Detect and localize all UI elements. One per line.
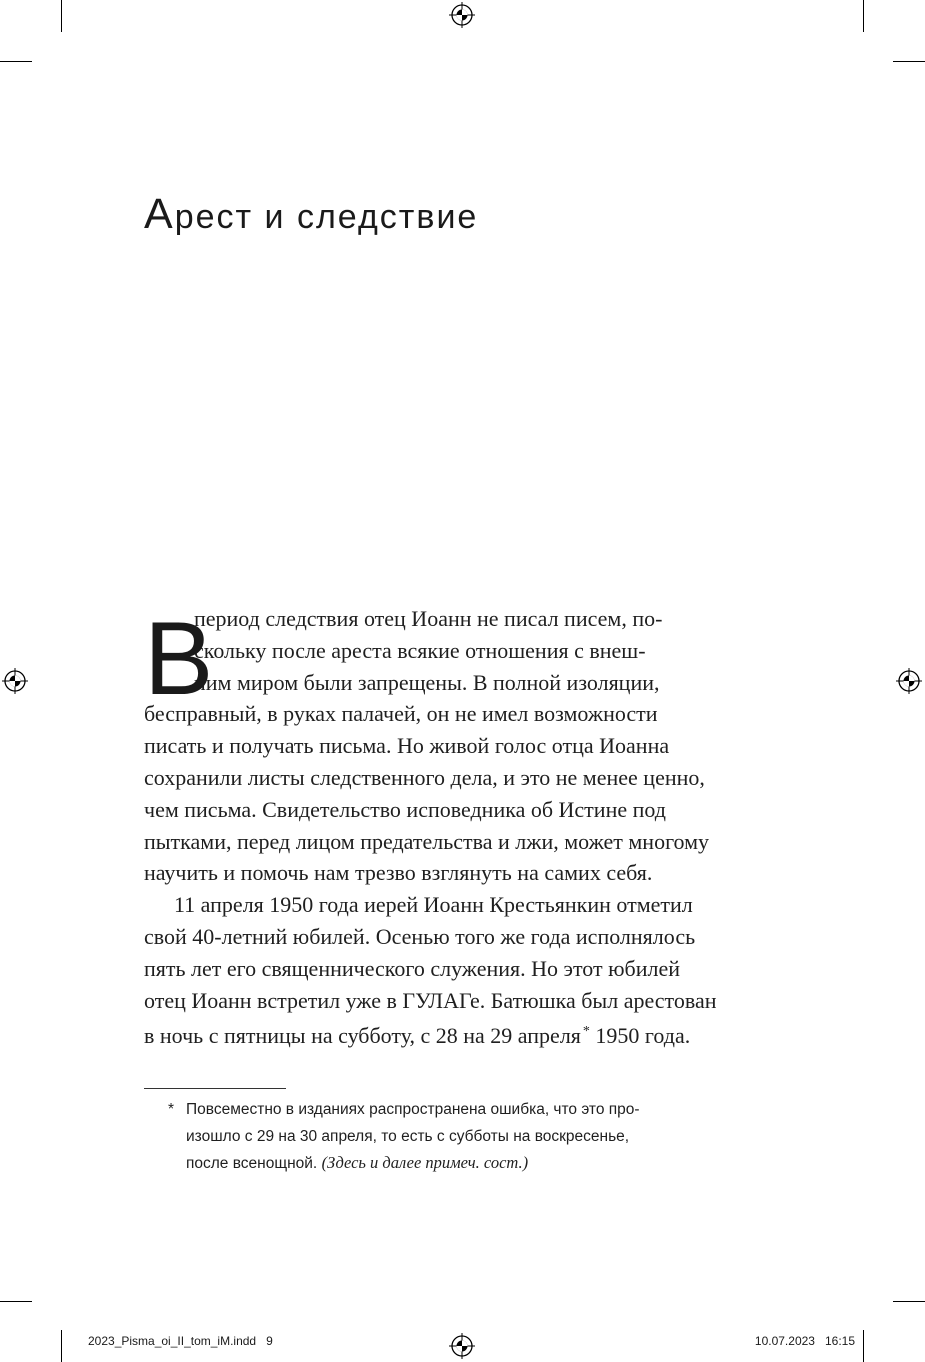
text-line: пытками, перед лицом предательства и лжи, может многому (144, 828, 710, 854)
chapter-title-initial: А (144, 190, 175, 238)
crop-mark-top-left (61, 0, 62, 32)
chapter-title (144, 190, 478, 239)
registration-mark-icon (449, 1333, 475, 1359)
text-fragment: в ночь с пятницы на субботу, с 28 на 29 апреля (144, 1023, 581, 1049)
text-line: бесправный, в руках палачей, он не имел возможности (144, 701, 658, 727)
footnote-text: после всенощной. (186, 1155, 322, 1172)
text-line: пять лет его священнического служения. Но этот юбилей (144, 955, 681, 981)
footnote-body (186, 1097, 738, 1178)
footnote-line: изошло с 29 на 30 апреля, то есть с субботы на воскресенье, (186, 1127, 630, 1145)
body-text (144, 603, 734, 1052)
dropcap-wrapped-lines (144, 603, 734, 698)
crop-mark-bottom-left (61, 1330, 62, 1362)
text-fragment: 1950 года. (589, 1023, 691, 1049)
text-line: 11 апреля 1950 года иерей Иоанн Крестьянкин отметил (174, 892, 693, 918)
crop-mark-right-bottom (893, 1301, 925, 1302)
footnote (168, 1097, 738, 1178)
text-line: свой 40-летний юбилей. Осенью того же года исполнялось (144, 923, 696, 949)
footnote-reference[interactable]: * (582, 1024, 590, 1040)
text-line: сохранили листы следственного дела, и это не менее ценно, (144, 764, 705, 790)
paragraph-1 (144, 603, 734, 889)
slug-date: 10.07.2023 16:15 (754, 1334, 855, 1348)
footnote-mark: * (168, 1101, 175, 1118)
footnote-editor-note: (Здесь и далее примеч. сост.) (321, 1153, 529, 1172)
text-line: отец Иоанн встретил уже в ГУЛАГе. Батюшка был арестован (144, 987, 717, 1013)
registration-mark-icon (2, 668, 28, 694)
crop-mark-bottom-right (863, 1330, 864, 1362)
footnote-line: Повсеместно в изданиях распространена ошибка, что это про- (186, 1101, 640, 1118)
drop-cap: В (144, 601, 214, 717)
registration-mark-icon (896, 668, 922, 694)
text-line: чем письма. Свидетельство исповедника об Истине под (144, 796, 666, 822)
footnote-divider (144, 1088, 286, 1089)
crop-mark-left-bottom (0, 1301, 32, 1302)
footnote-line (186, 1150, 738, 1178)
text-line: писать и получать письма. Но живой голос отца Иоанна (144, 733, 670, 759)
text-line: научить и помочь нам трезво взглянуть на самих себя. (144, 860, 653, 886)
crop-mark-top-right (863, 0, 864, 32)
text-line: период следствия отец Иоанн не писал писем, по- (194, 606, 663, 631)
crop-mark-left-top (0, 61, 32, 62)
crop-mark-right-top (893, 61, 925, 62)
text-line: скольку после ареста всякие отношения с внеш- (194, 637, 646, 663)
chapter-title-rest: рест и следствие (174, 198, 479, 236)
text-line (144, 1016, 734, 1052)
text-line: ним миром были запрещены. В полной изоляции, (194, 669, 660, 695)
slug-filename: 2023_Pisma_oi_II_tom_iM.indd 9 (88, 1334, 273, 1348)
paragraph-2 (144, 889, 734, 1052)
registration-mark-icon (449, 2, 475, 28)
